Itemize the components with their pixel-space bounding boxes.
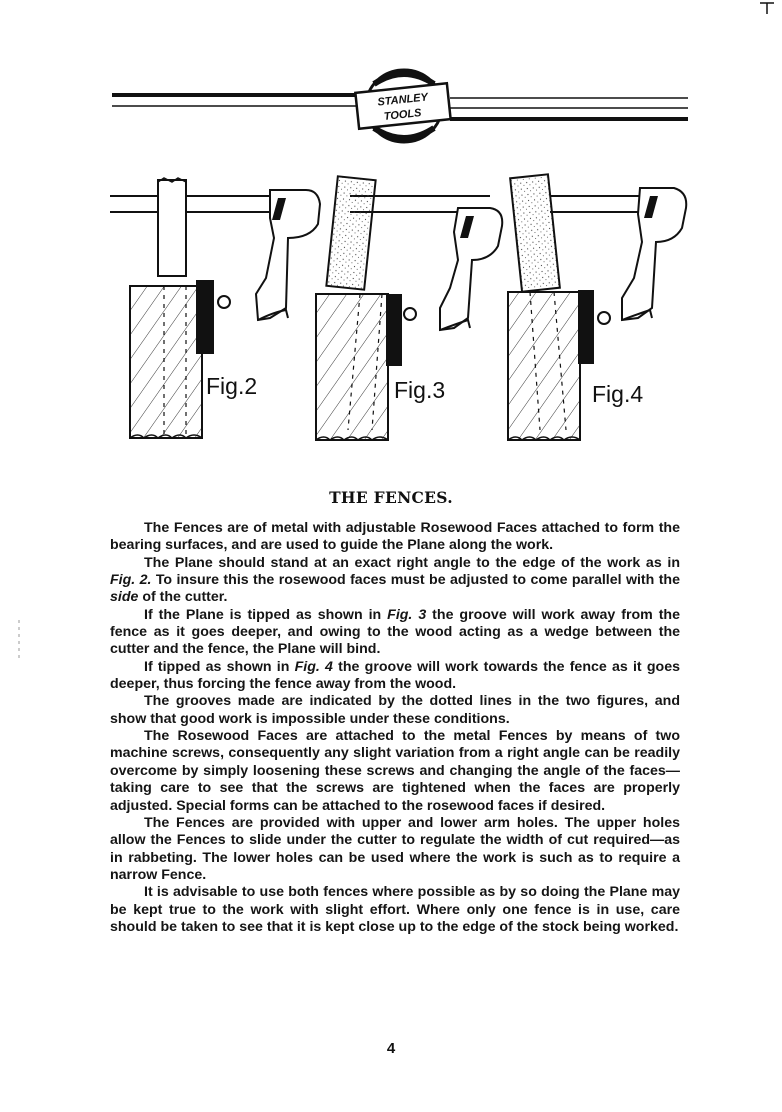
header-logo-rule	[0, 0, 782, 160]
figure-3	[316, 176, 502, 440]
rule-right	[450, 98, 688, 119]
paragraph-3-fig-ref: Fig. 3	[387, 606, 427, 623]
figure-4	[508, 174, 686, 440]
paragraph-2-text-c: of the cutter.	[138, 589, 228, 606]
paragraph-3-text-a: If the Plane is tipped as shown in	[144, 606, 388, 623]
paragraph-2-text-b: To insure this the rosewood faces must be adjusted to come parallel with the	[151, 572, 680, 589]
paragraph-4	[110, 659, 680, 694]
paragraph-4-text-b: the groove will work towards the fence as it goes deeper, thus forcing the fence away from the wood.	[110, 658, 680, 693]
figure-2-label: Fig.2	[206, 373, 258, 399]
paragraph-2-fig-ref: Fig. 2.	[110, 572, 152, 589]
paragraph-3-text-b: the groove will work away from the fence as it goes deeper, and owing to the wood acting as a wedge between the cutter and the fence, the Plane will bind.	[110, 606, 680, 658]
corner-crop-mark	[760, 0, 774, 14]
page-number: 4	[386, 1040, 396, 1057]
paragraph-6: The Rosewood Faces are attached to the metal Fences by means of two machine screws, consequently any slight variation from a right angle can be readily overcome by simply loosening these screws and changing the angle of the faces—taking care to see that the screws are tightened when the faces are properly adjusted. Special forms can be attached to the rosewood faces if desired.	[110, 728, 680, 814]
section-title: THE FENCES.	[329, 488, 453, 507]
rule-left	[112, 95, 362, 106]
paragraph-5: The grooves made are indicated by the dotted lines in the two figures, and show that good work is impossible under these conditions.	[110, 693, 680, 727]
paragraph-1: The Fences are of metal with adjustable Rosewood Faces attached to form the bearing surfaces, and are used to guide the Plane along the work.	[110, 520, 680, 554]
paragraph-4-text-a: If tipped as shown in	[144, 658, 295, 675]
paragraph-3	[110, 607, 680, 659]
stanley-logo	[355, 70, 450, 142]
paragraph-2	[110, 555, 680, 607]
logo-word-tools: TOOLS	[383, 107, 423, 123]
paragraph-7: The Fences are provided with upper and lower arm holes. The upper holes allow the Fences to slide under the cutter to regulate the width of cut required—as in rabbeting. The lower holes can be used where the work is such as to require a narrow Fence.	[110, 814, 680, 883]
paragraph-2-side-emphasis: side	[110, 589, 139, 606]
article-body	[110, 520, 680, 936]
paragraph-4-fig-ref: Fig. 4	[294, 658, 333, 675]
paragraph-2-text-a: The Plane should stand at an exact right angle to the edge of the work as in	[144, 554, 680, 571]
margin-mark	[18, 620, 20, 660]
fence-figures-illustration	[110, 168, 700, 458]
paragraph-8: It is advisable to use both fences where possible as by so doing the Plane may be kept true to the work with slight effort. Where only one fence is in use, care should be taken to see that it is kept close up to the edge of the stock being worked.	[110, 884, 680, 935]
figure-2	[110, 178, 320, 438]
figure-3-label: Fig.3	[394, 377, 446, 403]
figure-4-label: Fig.4	[592, 381, 644, 407]
logo-word-stanley: STANLEY	[376, 91, 429, 109]
